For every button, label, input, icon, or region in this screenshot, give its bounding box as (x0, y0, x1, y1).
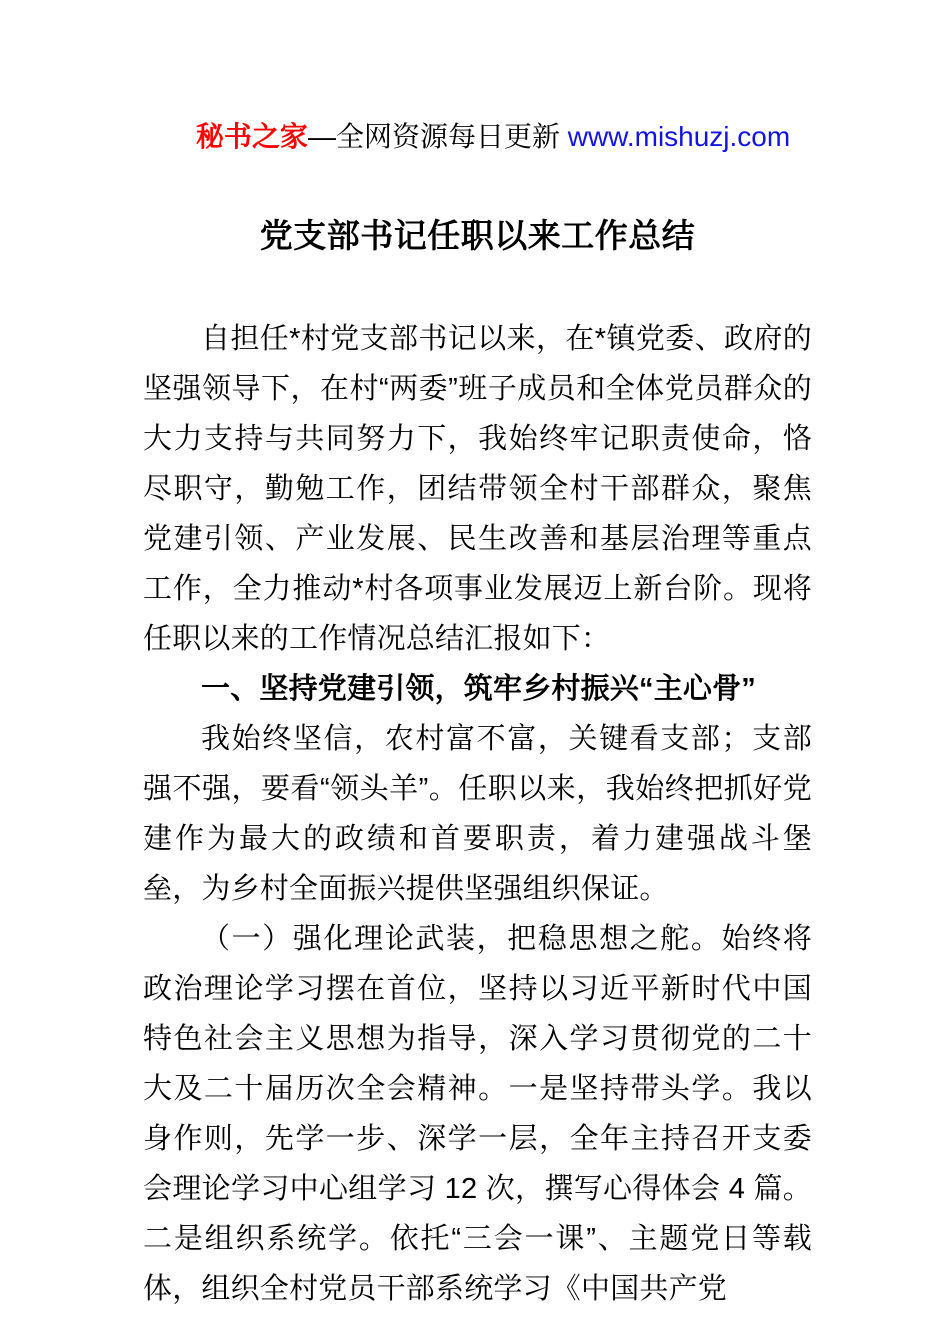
section-heading-party-building: 一、坚持党建引领，筑牢乡村振兴“主心骨” (201, 673, 757, 705)
site-url-link[interactable]: www.mishuzj.com (567, 121, 791, 152)
brand-name: 秘书之家 (195, 121, 308, 152)
document-body (143, 314, 812, 1314)
paragraph-theory-study: （一）强化理论武装，把稳思想之舵。始终将政治理论学习摆在首位，坚持以习近平新时代中国特色社会主义思想为指导，深入学习贯彻党的二十大及二十届历次全会精神。一是坚持带头学。我以身作则，先学一步、深学一层，全年主持召开支委会理论学习中心组学习 12 次，撰写心得体会 4 篇。二是组织系统学。依托“三会一课”、主题党日等载体，组织全村党员干部系统学习《中国共产党 (143, 923, 812, 1305)
brand-tagline: —全网资源每日更新 (307, 121, 568, 152)
paragraph-belief: 我始终坚信，农村富不富，关键看支部；支部强不强，要看“领头羊”。任职以来，我始终把抓好党建作为最大的政绩和首要职责，着力建强战斗堡垒，为乡村全面振兴提供坚强组织保证。 (143, 723, 812, 905)
document-title: 党支部书记任职以来工作总结 (259, 217, 696, 254)
site-header (143, 86, 812, 188)
paragraph-intro: 自担任*村党支部书记以来，在*镇党委、政府的坚强领导下，在村“两委”班子成员和全体党员群众的大力支持与共同努力下，我始终牢记职责使命，恪尽职守，勤勉工作，团结带领全村干部群众，聚焦党建引领、产业发展、民生改善和基层治理等重点工作，全力推动*村各项事业发展迈上新台阶。现将任职以来的工作情况总结汇报如下： (143, 323, 812, 655)
